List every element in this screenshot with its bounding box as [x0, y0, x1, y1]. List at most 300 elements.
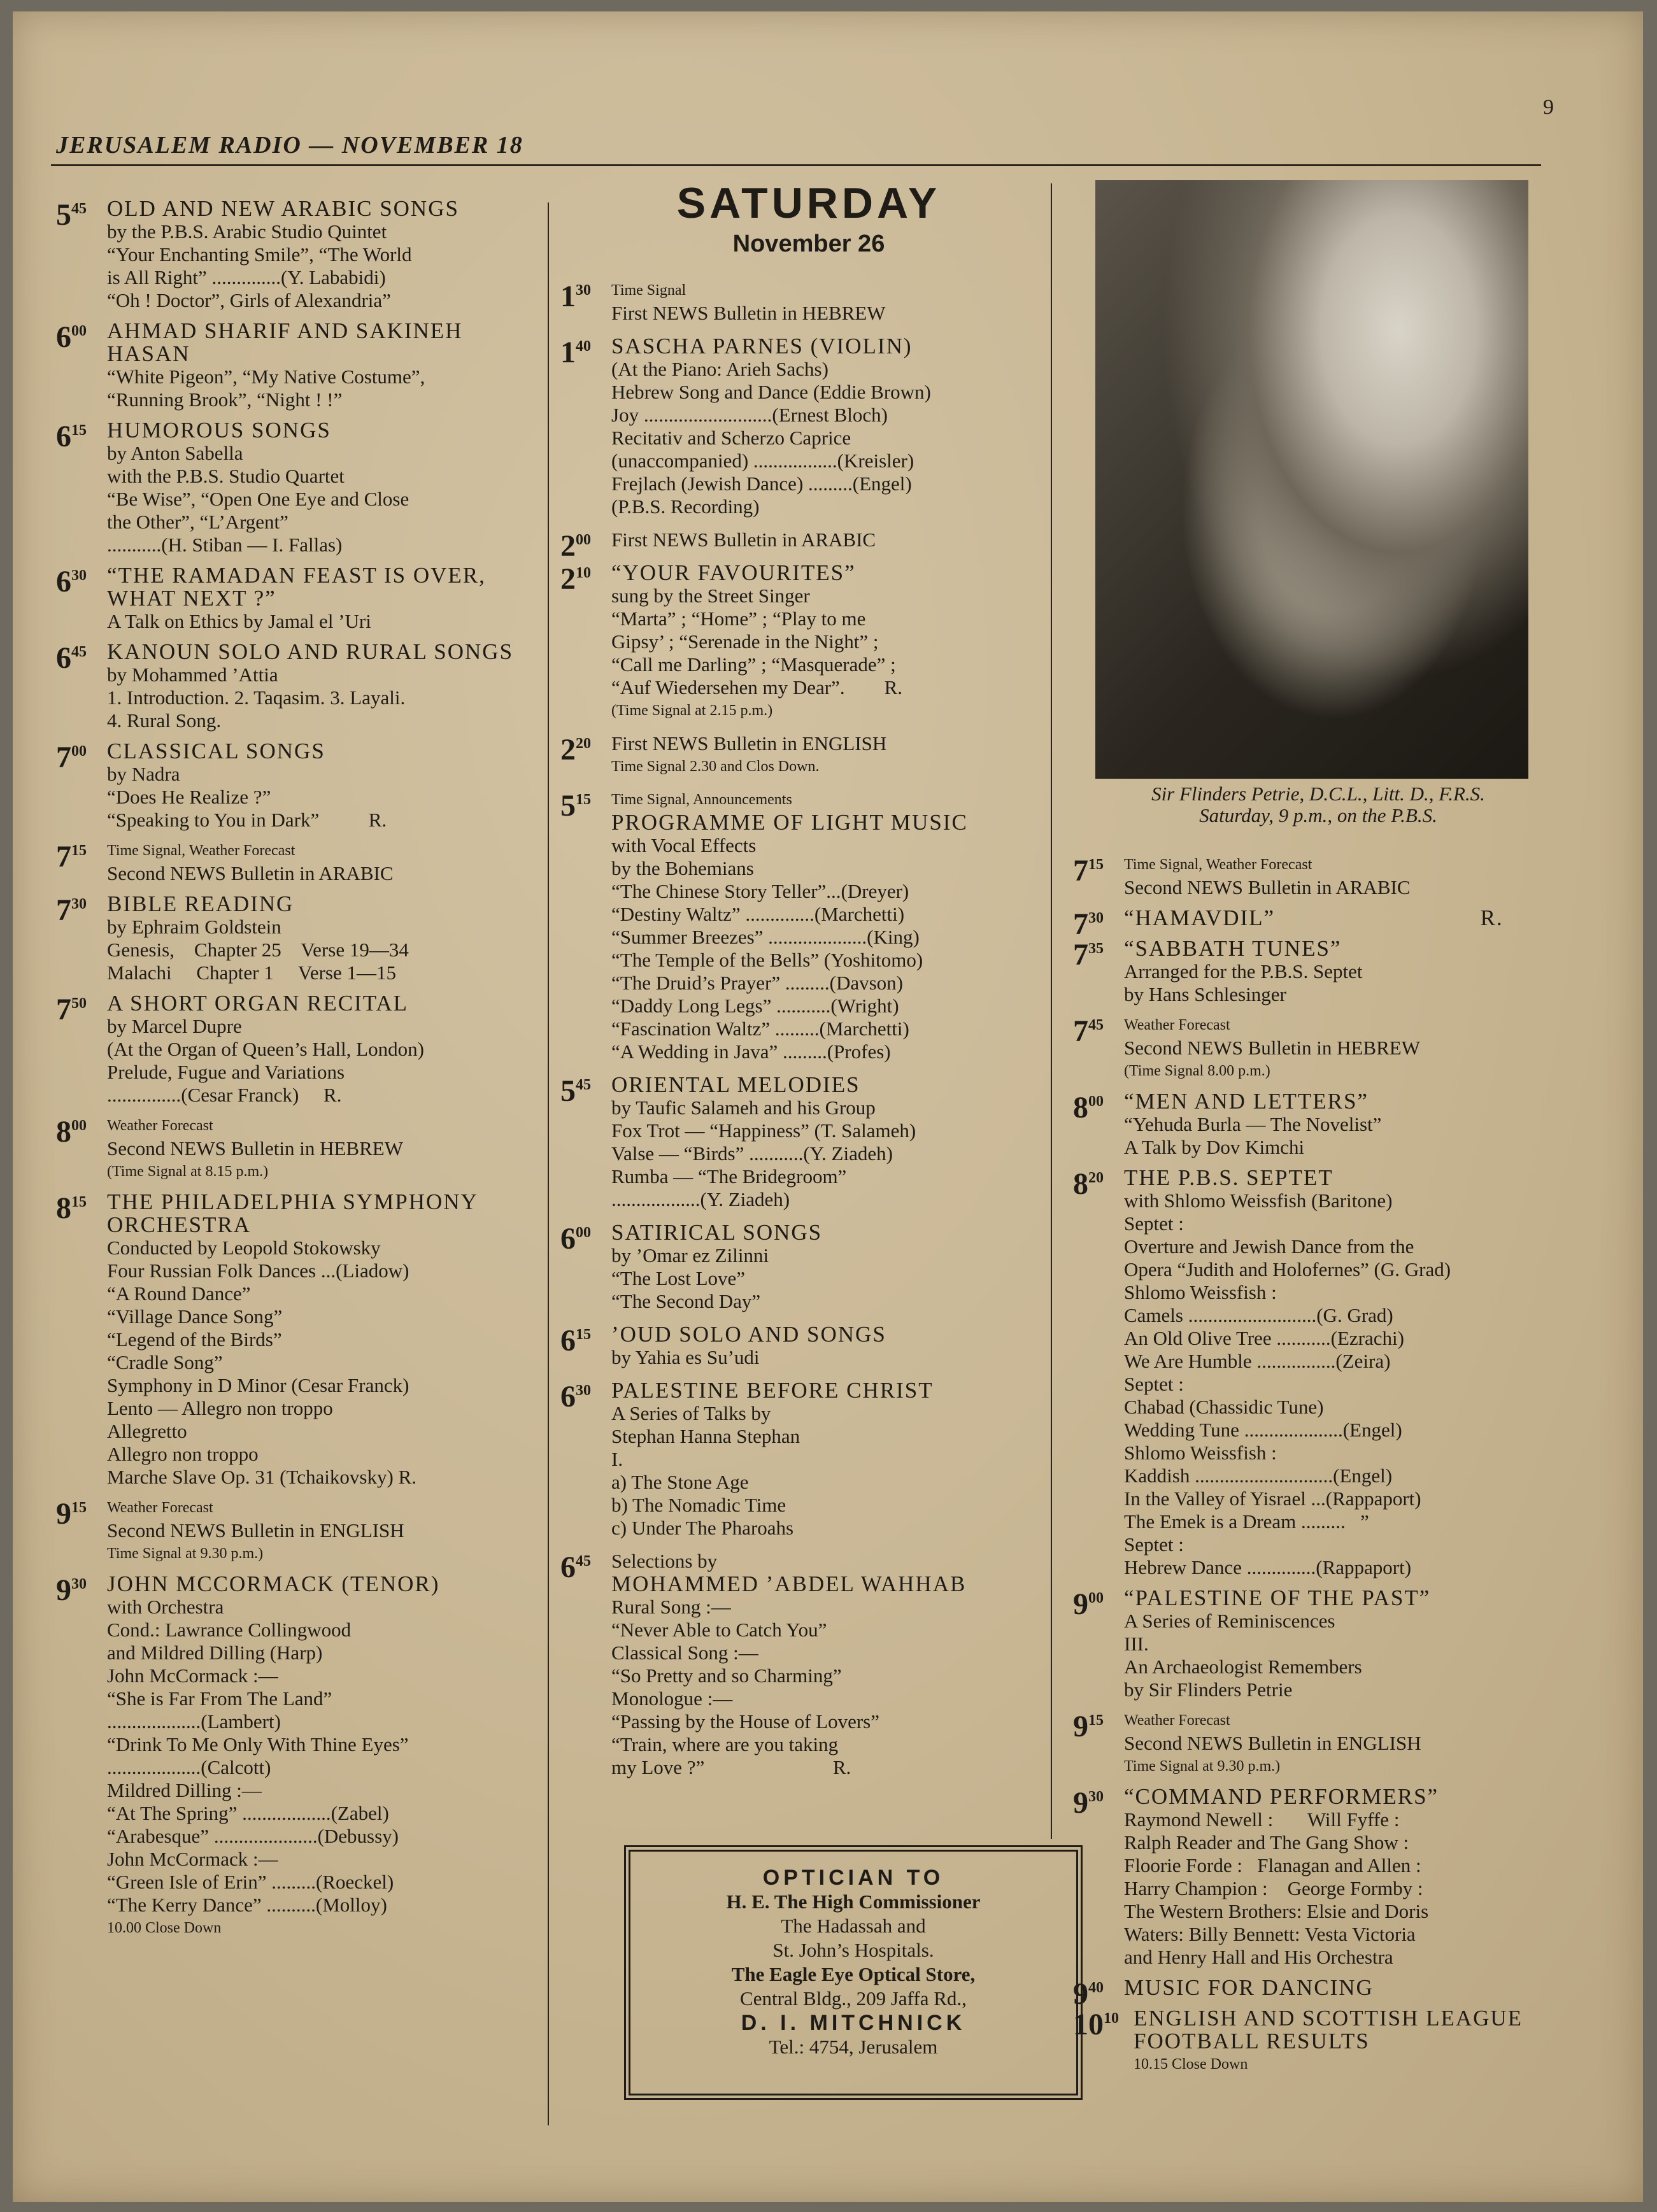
program-line: PALESTINE BEFORE CHRIST [611, 1378, 934, 1403]
caption-line-1: Sir Flinders Petrie, D.C.L., Litt. D., F.R.S. [1151, 783, 1485, 805]
program-time [56, 422, 87, 452]
program-line: Mildred Dilling :— [107, 1779, 262, 1801]
program-details [611, 335, 1051, 518]
program-entry [560, 1323, 1051, 1369]
program-time [1073, 1788, 1104, 1819]
program-line: ORIENTAL MELODIES [611, 1072, 860, 1097]
program-entry [1073, 2007, 1570, 2076]
time-hour: 6 [56, 565, 71, 599]
optician-advertisement [624, 1845, 1083, 2100]
program-line: “Drink To Me Only With Thine Eyes” [107, 1733, 409, 1755]
program-line: “Your Enchanting Smile”, “The World [107, 243, 412, 266]
program-entry [56, 419, 540, 557]
program-line: The Western Brothers: Elsie and Doris [1124, 1900, 1429, 1922]
program-line: “Does He Realize ?” [107, 786, 271, 808]
program-line: 1. Introduction. 2. Taqasim. 3. Layali. [107, 686, 406, 709]
program-entry [56, 1573, 540, 1939]
program-line: KANOUN SOLO AND RURAL SONGS [107, 639, 514, 664]
program-entry [56, 1191, 540, 1489]
time-minutes: 30 [71, 567, 87, 584]
time-minutes: 45 [71, 201, 87, 217]
program-line: c) Under The Pharoahs [611, 1517, 794, 1539]
time-minutes: 45 [576, 1553, 591, 1570]
program-time [56, 1575, 87, 1606]
program-line: by Sir Flinders Petrie [1124, 1678, 1293, 1701]
program-line: I. [611, 1448, 623, 1470]
program-line: Kaddish ............................(Engel) [1124, 1464, 1393, 1487]
program-line: ENGLISH AND SCOTTISH LEAGUE [1134, 2006, 1523, 2031]
time-hour: 7 [1073, 1014, 1088, 1048]
program-time [1073, 856, 1104, 886]
time-hour: 1 [560, 280, 576, 313]
time-hour: 9 [1073, 1977, 1088, 2011]
program-line: “SABBATH TUNES” [1124, 936, 1342, 961]
program-line: Floorie Forde : Flanagan and Allen : [1124, 1854, 1421, 1876]
column-1 [56, 197, 540, 1947]
program-time [56, 742, 87, 773]
program-entry [56, 641, 540, 732]
program-entry [56, 1114, 540, 1183]
program-entry [56, 564, 540, 633]
ad-line-3: The Hadassah and [781, 1915, 926, 1937]
program-line: “Arabesque” .....................(Debussy) [107, 1825, 399, 1847]
program-line: Weather Forecast [1124, 1712, 1230, 1729]
program-details [1124, 1785, 1570, 1969]
program-details [107, 1114, 540, 1183]
time-minutes: 15 [71, 422, 87, 439]
program-line: with Vocal Effects [611, 834, 757, 856]
program-line: 10.15 Close Down [1134, 2056, 1248, 2073]
program-line: Septet : [1124, 1212, 1184, 1235]
program-details [107, 1573, 540, 1939]
program-line: Allegro non troppo [107, 1443, 259, 1465]
program-line: “Call me Darling” ; “Masquerade” ; [611, 653, 896, 676]
program-time [56, 322, 87, 353]
program-line: (unaccompanied) .................(Kreisler) [611, 450, 914, 472]
program-entry [1073, 1785, 1570, 1969]
program-line: Septet : [1124, 1533, 1184, 1556]
program-line: HASAN [107, 341, 190, 366]
time-minutes: 00 [576, 532, 591, 548]
time-minutes: 20 [576, 735, 591, 752]
program-line: (Time Signal at 2.15 p.m.) [611, 702, 773, 719]
program-entry [1073, 1014, 1570, 1082]
program-line: sung by the Street Singer [611, 585, 810, 607]
program-entry [1073, 1587, 1570, 1701]
program-line: ..................(Y. Ziadeh) [611, 1188, 790, 1210]
program-entry [560, 528, 1051, 563]
program-line: “The Druid’s Prayer” .........(Davson) [611, 972, 903, 994]
program-line: and Mildred Dilling (Harp) [107, 1641, 323, 1664]
program-line: ...............(Cesar Franck) R. [107, 1084, 342, 1106]
program-line: by Anton Sabella [107, 442, 243, 464]
program-details [611, 1074, 1051, 1211]
time-hour: 6 [56, 641, 71, 675]
program-line: Gipsy’ ; “Serenade in the Night” ; [611, 630, 879, 653]
program-entry [560, 1379, 1051, 1540]
program-line: “Train, where are you taking [611, 1733, 839, 1755]
program-line: Shlomo Weissfish : [1124, 1442, 1277, 1464]
program-details [107, 564, 540, 633]
column-2 [560, 279, 1051, 1789]
time-hour: 7 [56, 993, 71, 1026]
program-details [611, 528, 1051, 551]
program-line: by Mohammed ’Attia [107, 663, 278, 686]
program-entry [560, 562, 1051, 722]
program-line: Prelude, Fugue and Variations [107, 1061, 345, 1083]
saturday-heading [573, 178, 1044, 258]
program-details [1134, 2007, 1570, 2076]
program-line: Shlomo Weissfish : [1124, 1281, 1277, 1303]
program-line: “YOUR FAVOURITES” [611, 560, 856, 585]
time-minutes: 45 [576, 1077, 591, 1093]
time-hour: 9 [1073, 1587, 1088, 1621]
program-line: We Are Humble ................(Zeira) [1124, 1350, 1391, 1372]
program-line: with Shlomo Weissfish (Baritone) [1124, 1189, 1393, 1212]
program-line: “Daddy Long Legs” ...........(Wright) [611, 995, 899, 1017]
program-line: A SHORT ORGAN RECITAL [107, 991, 409, 1016]
program-details [1124, 1014, 1570, 1082]
program-line: Selections by [611, 1550, 718, 1572]
time-hour: 6 [560, 1550, 576, 1584]
program-line: A Series of Reminiscences [1124, 1610, 1335, 1632]
program-line: “Auf Wiedersehen my Dear”. R. [611, 676, 902, 698]
program-details [1124, 1166, 1570, 1579]
time-hour: 2 [560, 529, 576, 563]
program-line: Rural Song :— [611, 1596, 731, 1618]
program-details [107, 419, 540, 557]
program-line: AHMAD SHARIF AND SAKINEH [107, 318, 463, 343]
program-time [56, 842, 87, 872]
program-line: Stephan Hanna Stephan [611, 1425, 800, 1447]
program-details [1124, 1976, 1570, 1999]
program-time [56, 643, 87, 674]
time-hour: 9 [56, 1573, 71, 1607]
program-line: First NEWS Bulletin in ARABIC [611, 528, 876, 551]
program-time [560, 1552, 591, 1583]
program-line: with the P.B.S. Studio Quartet [107, 465, 345, 487]
program-line: Lento — Allegro non troppo [107, 1397, 333, 1419]
program-line: “PALESTINE OF THE PAST” [1124, 1585, 1431, 1610]
ad-line-8: Tel.: 4754, Jerusalem [769, 2036, 938, 2058]
program-details [1124, 1587, 1570, 1701]
program-line: MOHAMMED ’ABDEL WAHHAB [611, 1571, 967, 1596]
program-line: Frejlach (Jewish Dance) .........(Engel) [611, 472, 912, 495]
page-header: JERUSALEM RADIO — NOVEMBER 18 [56, 132, 523, 159]
time-hour: 9 [1073, 1710, 1088, 1743]
program-line: (Time Signal 8.00 p.m.) [1124, 1063, 1270, 1079]
time-hour: 7 [1073, 938, 1088, 972]
program-line: The Emek is a Dream ......... ” [1124, 1510, 1369, 1533]
time-minutes: 15 [1088, 1712, 1104, 1729]
ad-line-5: The Eagle Eye Optical Store, [731, 1963, 976, 1985]
program-time [56, 995, 87, 1025]
program-line: BIBLE READING [107, 891, 294, 916]
time-minutes: 30 [576, 282, 591, 299]
program-line: ...........(H. Stiban — I. Fallas) [107, 534, 343, 556]
time-minutes: 30 [71, 896, 87, 912]
program-line: by Nadra [107, 763, 180, 785]
program-time [560, 531, 591, 562]
program-line: “Marta” ; “Home” ; “Play to me [611, 607, 866, 630]
program-line: Ralph Reader and The Gang Show : [1124, 1831, 1409, 1854]
program-line: Four Russian Folk Dances ...(Liadow) [107, 1259, 409, 1282]
program-line: is All Right” ..............(Y. Lababidi) [107, 266, 386, 288]
time-hour: 2 [560, 733, 576, 767]
program-line: An Old Olive Tree ...........(Ezrachi) [1124, 1327, 1404, 1349]
time-minutes: 15 [1088, 856, 1104, 873]
program-entry [56, 320, 540, 411]
program-time [560, 1224, 591, 1254]
program-line: Rumba — “The Bridegroom” [611, 1165, 847, 1188]
program-line: ’OUD SOLO AND SONGS [611, 1322, 886, 1347]
program-line: ORCHESTRA [107, 1212, 252, 1237]
program-line: “The Lost Love” [611, 1267, 746, 1289]
magazine-page [13, 11, 1643, 2202]
program-entry [56, 1496, 540, 1565]
time-minutes: 15 [71, 1194, 87, 1210]
program-line: “Running Brook”, “Night ! !” [107, 388, 343, 411]
program-line: Overture and Jewish Dance from the [1124, 1235, 1414, 1258]
program-details [611, 562, 1051, 722]
program-line: my Love ?” R. [611, 1756, 851, 1778]
program-line: Second NEWS Bulletin in ENGLISH [107, 1519, 404, 1542]
time-hour: 6 [560, 1324, 576, 1358]
program-line: “Destiny Waltz” ..............(Marchetti) [611, 903, 905, 925]
program-line: Time Signal at 9.30 p.m.) [107, 1545, 264, 1562]
program-line: Cond.: Lawrance Collingwood [107, 1619, 352, 1641]
program-line: An Archaeologist Remembers [1124, 1655, 1362, 1678]
program-line: Waters: Billy Bennett: Vesta Victoria [1124, 1923, 1416, 1945]
program-line: “At The Spring” ..................(Zabel) [107, 1802, 389, 1824]
program-line: First NEWS Bulletin in ENGLISH [611, 732, 887, 755]
ad-line-2: H. E. The High Commissioner [726, 1890, 981, 1913]
program-line: SASCHA PARNES (VIOLIN) [611, 334, 913, 358]
program-line: a) The Stone Age [611, 1471, 749, 1493]
program-line: “A Round Dance” [107, 1282, 251, 1305]
program-line: Genesis, Chapter 25 Verse 19—34 [107, 939, 409, 961]
program-line: the Other”, “L’Argent” [107, 511, 288, 533]
program-line: by Ephraim Goldstein [107, 916, 281, 938]
program-entry [56, 893, 540, 984]
program-time [1073, 940, 1104, 970]
program-details [107, 740, 540, 832]
time-minutes: 15 [576, 791, 591, 808]
time-minutes: 00 [1088, 1590, 1104, 1606]
program-details [1124, 937, 1570, 1006]
ad-line-4: St. John’s Hospitals. [772, 1939, 934, 1961]
program-line: (At the Organ of Queen’s Hall, London) [107, 1038, 424, 1060]
program-time [56, 1499, 87, 1529]
time-minutes: 30 [71, 1576, 87, 1592]
program-time [560, 337, 591, 368]
program-line: “She is Far From The Land” [107, 1687, 332, 1710]
program-line: (Time Signal at 8.15 p.m.) [107, 1163, 269, 1180]
program-line: Recitativ and Scherzo Caprice [611, 427, 851, 449]
program-line: by ’Omar ez Zilinni [611, 1244, 769, 1266]
program-entry [560, 1074, 1051, 1211]
program-time [56, 200, 87, 230]
program-line: A Series of Talks by [611, 1402, 771, 1424]
time-minutes: 30 [576, 1382, 591, 1399]
time-minutes: 15 [71, 1499, 87, 1516]
program-entry [560, 1221, 1051, 1313]
program-entry [560, 788, 1051, 1063]
ad-line-1: OPTICIAN TO [762, 1866, 944, 1890]
program-line: OLD AND NEW ARABIC SONGS [107, 196, 459, 221]
program-line: by Yahia es Su’udi [611, 1346, 760, 1368]
program-details [611, 788, 1051, 1063]
time-hour: 6 [56, 420, 71, 453]
program-details [611, 1550, 1051, 1779]
time-hour: 7 [1073, 907, 1088, 941]
program-line: Opera “Judith and Holofernes” (G. Grad) [1124, 1258, 1451, 1280]
program-line: Time Signal at 9.30 p.m.) [1124, 1758, 1281, 1775]
program-line: ...................(Lambert) [107, 1710, 281, 1733]
program-line: “The Chinese Story Teller”...(Dreyer) [611, 880, 909, 902]
program-time [1073, 1169, 1104, 1200]
column-3 [1073, 853, 1570, 2083]
program-line: by Hans Schlesinger [1124, 983, 1286, 1005]
time-hour: 6 [56, 320, 71, 354]
program-line: Time Signal, Weather Forecast [1124, 856, 1312, 873]
program-line: MUSIC FOR DANCING [1124, 1975, 1374, 2000]
program-line: Monologue :— [611, 1687, 733, 1710]
program-line: Classical Song :— [611, 1641, 758, 1664]
program-details [611, 279, 1051, 325]
day-title: SATURDAY [676, 179, 941, 227]
program-line: SATIRICAL SONGS [611, 1220, 823, 1245]
program-line: “MEN AND LETTERS” [1124, 1089, 1369, 1114]
program-line: 10.00 Close Down [107, 1920, 222, 1936]
program-line: “The Second Day” [611, 1290, 761, 1312]
program-line: “Fascination Waltz” .........(Marchetti) [611, 1017, 909, 1040]
time-minutes: 45 [71, 644, 87, 660]
program-line: Septet : [1124, 1373, 1184, 1395]
program-line: Second NEWS Bulletin in ARABIC [1124, 876, 1411, 898]
time-hour: 7 [56, 893, 71, 927]
program-entry [56, 740, 540, 832]
program-line: “Passing by the House of Lovers” [611, 1710, 879, 1733]
program-line: JOHN MCCORMACK (TENOR) [107, 1571, 440, 1596]
program-line: Wedding Tune ....................(Engel) [1124, 1419, 1402, 1441]
program-line: “Cradle Song” [107, 1351, 223, 1373]
program-time [1073, 1093, 1104, 1123]
time-hour: 2 [560, 562, 576, 596]
program-entry [1073, 905, 1570, 941]
time-minutes: 00 [576, 1224, 591, 1241]
program-time [560, 1076, 591, 1107]
program-line: by Taufic Salameh and his Group [611, 1096, 876, 1119]
program-line: Malachi Chapter 1 Verse 1—15 [107, 961, 396, 984]
program-line: “The Kerry Dance” ..........(Molloy) [107, 1894, 387, 1916]
time-minutes: 00 [71, 1117, 87, 1134]
program-line: by the P.B.S. Arabic Studio Quintet [107, 220, 387, 243]
program-details [107, 641, 540, 732]
program-entry [1073, 1090, 1570, 1159]
program-line: Allegretto [107, 1420, 187, 1442]
program-entry [560, 732, 1051, 778]
time-hour: 6 [560, 1222, 576, 1256]
program-entry [560, 335, 1051, 518]
program-line: Time Signal, Announcements [611, 791, 792, 808]
portrait-photo [1095, 180, 1528, 779]
time-hour: 6 [560, 1380, 576, 1414]
program-line: “HAMAVDIL” R. [1124, 905, 1504, 930]
program-line: Valse — “Birds” ...........(Y. Ziadeh) [611, 1142, 893, 1165]
program-line: PROGRAMME OF LIGHT MUSIC [611, 810, 968, 835]
program-details [611, 1323, 1051, 1369]
column-divider-2 [1051, 183, 1052, 1839]
program-entry [1073, 853, 1570, 899]
program-time [56, 567, 87, 597]
program-entry [56, 197, 540, 312]
ad-line-6: Central Bldg., 209 Jaffa Rd., [740, 1987, 967, 2010]
program-line: “White Pigeon”, “My Native Costume”, [107, 365, 425, 388]
time-minutes: 10 [576, 565, 591, 581]
program-line: WHAT NEXT ?” [107, 586, 276, 611]
time-minutes: 10 [1104, 2010, 1119, 2027]
ad-line-7: D. I. MITCHNICK [741, 2011, 966, 2035]
program-line: “Be Wise”, “Open One Eye and Close [107, 488, 409, 510]
program-line: Second NEWS Bulletin in HEBREW [1124, 1037, 1420, 1059]
program-details [611, 1379, 1051, 1540]
program-line: “A Wedding in Java” .........(Profes) [611, 1040, 891, 1063]
program-line: John McCormack :— [107, 1664, 278, 1687]
program-details [611, 1221, 1051, 1313]
program-line: A Talk on Ethics by Jamal el ’Uri [107, 610, 371, 632]
program-details [107, 197, 540, 312]
program-details [107, 1496, 540, 1565]
program-entry [560, 279, 1051, 325]
program-line: THE PHILADELPHIA SYMPHONY [107, 1189, 478, 1214]
time-minutes: 45 [1088, 1017, 1104, 1033]
time-hour: 7 [1073, 854, 1088, 888]
program-line: FOOTBALL RESULTS [1134, 2029, 1370, 2053]
program-line: “The Temple of the Bells” (Yoshitomo) [611, 949, 923, 971]
program-line: Second NEWS Bulletin in ARABIC [107, 862, 394, 884]
program-entry [1073, 1709, 1570, 1778]
program-line: Marche Slave Op. 31 (Tchaikovsky) R. [107, 1466, 416, 1488]
program-line: “COMMAND PERFORMERS” [1124, 1784, 1439, 1809]
program-entry [1073, 1975, 1570, 2011]
program-time [1073, 1016, 1104, 1047]
program-time [56, 895, 87, 926]
program-details [1124, 853, 1570, 899]
time-hour: 9 [1073, 1786, 1088, 1820]
program-line: Fox Trot — “Happiness” (T. Salameh) [611, 1119, 916, 1142]
time-minutes: 00 [71, 323, 87, 339]
program-line: Time Signal, Weather Forecast [107, 842, 295, 859]
program-line: Time Signal 2.30 and Clos Down. [611, 758, 820, 775]
time-minutes: 00 [1088, 1093, 1104, 1110]
time-minutes: 30 [1088, 1789, 1104, 1805]
page-number: 9 [1543, 96, 1554, 119]
program-line: CLASSICAL SONGS [107, 739, 325, 763]
program-line: and Henry Hall and His Orchestra [1124, 1946, 1393, 1968]
time-hour: 7 [56, 840, 71, 874]
program-line: with Orchestra [107, 1596, 224, 1618]
program-time [560, 791, 591, 821]
program-line: A Talk by Dov Kimchi [1124, 1136, 1305, 1158]
program-line: Arranged for the P.B.S. Septet [1124, 960, 1363, 982]
photo-caption [1083, 783, 1554, 826]
day-date: November 26 [732, 230, 885, 257]
time-minutes: 15 [71, 842, 87, 859]
program-time [560, 1326, 591, 1356]
time-minutes: 30 [1088, 910, 1104, 926]
program-line: 4. Rural Song. [107, 709, 222, 732]
